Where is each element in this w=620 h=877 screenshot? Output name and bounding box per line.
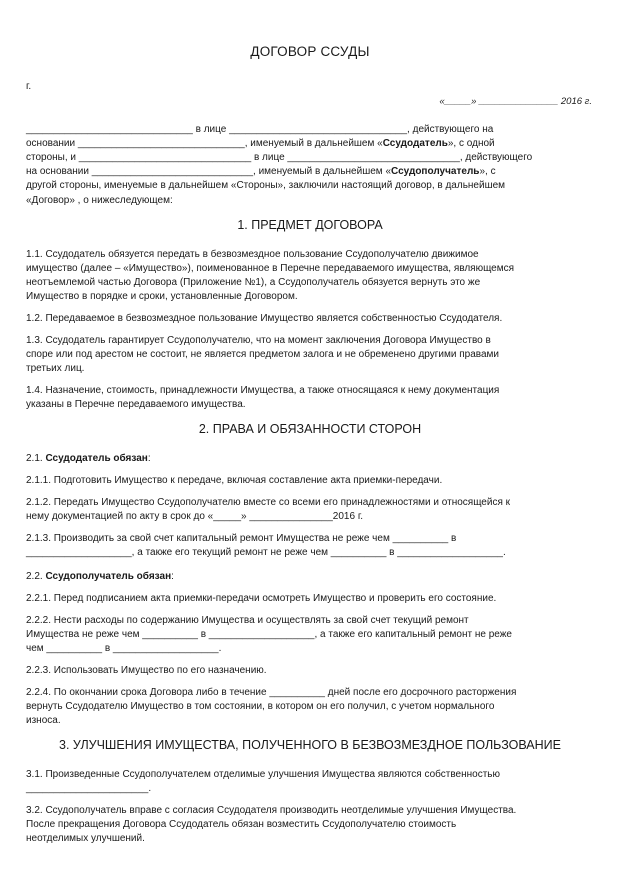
paragraph-line: неотделимых улучшений. (26, 833, 145, 844)
paragraph-line: 3.2. Ссудополучатель вправе с согласия Ссудодателя производить неотделимые улучшения Имущества. (26, 805, 517, 816)
paragraph-line: После прекращения Договора Ссудодатель обязан возместить Ссудополучателю стоимость (26, 819, 457, 830)
preamble-line: «Договор» , о нижеследующем: (26, 195, 173, 206)
paragraph-line: 2.1.1. Подготовить Имущество к передаче, включая составление акта приемки-передачи. (26, 475, 443, 486)
paragraph-line: третьих лиц. (26, 363, 85, 374)
section-heading: 3. УЛУЧШЕНИЯ ИМУЩЕСТВА, ПОЛУЧЕННОГО В БЕЗВОЗМЕЗДНОЕ ПОЛЬЗОВАНИЕ (59, 738, 561, 752)
paragraph-line: износа. (26, 715, 61, 726)
paragraph-line: 1.1. Ссудодатель обязуется передать в безвозмездное пользование Ссудополучателю движимое (26, 249, 479, 260)
paragraph-line: 2.1. Ссудодатель обязан: (26, 453, 151, 464)
paragraph-line: нему документацией по акту в срок до «_____» _______________2016 г. (26, 511, 364, 522)
paragraph-line: 2.1.2. Передать Имущество Ссудополучателю вместе со всеми его принадлежностями и относящейся к (26, 497, 511, 508)
paragraph-line: Имущество в порядке и сроки, установленные Договором. (26, 291, 298, 302)
paragraph-line: 2.2.1. Перед подписанием акта приемки-передачи осмотреть Имущество и проверить его состояние. (26, 593, 497, 604)
preamble-line: стороны, и _______________________________ в лице _______________________________, действующего (26, 152, 533, 163)
paragraph-line: неотъемлемой частью Договора (Приложение №1), а Ссудополучатель обязуется вернуть это же (26, 277, 481, 288)
preamble-line: на основании _____________________________, именуемый в дальнейшем «Ссудополучатель», с (26, 166, 496, 177)
paragraph-line: 2.2.3. Использовать Имущество по его назначению. (26, 665, 267, 676)
paragraph-line: 2.2. Ссудополучатель обязан: (26, 571, 174, 582)
document-title: ДОГОВОР ССУДЫ (250, 44, 370, 59)
paragraph-line: ______________________. (26, 783, 152, 794)
paragraph-line: указаны в Перечне передаваемого имущества. (26, 399, 246, 410)
section-heading: 2. ПРАВА И ОБЯЗАННОСТИ СТОРОН (198, 422, 422, 436)
paragraph-line: ___________________, а также его текущий ремонт не реже чем __________ в ___________________. (26, 547, 506, 558)
paragraph-line: 2.2.4. По окончании срока Договора либо в течение __________ дней после его досрочного расторжения (26, 687, 517, 698)
date-field: «_____» _______________ 2016 г. (439, 96, 592, 107)
paragraph-line: 1.4. Назначение, стоимость, принадлежности Имущества, а также относящаяся к нему документация (26, 385, 500, 396)
paragraph-line: 1.3. Ссудодатель гарантирует Ссудополучателю, что на момент заключения Договора Имущество в (26, 335, 491, 346)
paragraph-line: имущество (далее – «Имущество»), поименованное в Перечне передаваемого имущества, являющемся (26, 263, 515, 274)
preamble-line: основании ______________________________, именуемый в дальнейшем «Ссудодатель», с одной (26, 138, 495, 149)
city-field: г. (26, 81, 32, 92)
paragraph-line: 3.1. Произведенные Ссудополучателем отделимые улучшения Имущества являются собственностью (26, 769, 501, 780)
preamble-line: другой стороны, именуемые в дальнейшем «Стороны», заключили настоящий договор, в дальнейшем (26, 180, 506, 191)
paragraph-line: Имущества не реже чем __________ в ___________________, а также его капитальный ремонт не реже (26, 629, 512, 640)
paragraph-line: вернуть Ссудодателю Имущество в том состоянии, в котором он его получил, с учетом нормального (26, 701, 495, 712)
preamble-line: ______________________________ в лице ________________________________, действующего на (26, 124, 494, 135)
paragraph-line: 1.2. Передаваемое в безвозмездное пользование Имущество является собственностью Ссудодателя. (26, 313, 503, 324)
paragraph-line: 2.1.3. Производить за свой счет капитальный ремонт Имущества не реже чем __________ в (26, 533, 457, 544)
paragraph-line: 2.2.2. Нести расходы по содержанию Имущества и осуществлять за свой счет текущий ремонт (26, 615, 469, 626)
paragraph-line: споре или под арестом не состоит, не является предметом залога и не обременено другими правами (26, 349, 499, 360)
paragraph-line: чем __________ в ___________________. (26, 643, 222, 654)
section-heading: 1. ПРЕДМЕТ ДОГОВОРА (237, 218, 383, 232)
